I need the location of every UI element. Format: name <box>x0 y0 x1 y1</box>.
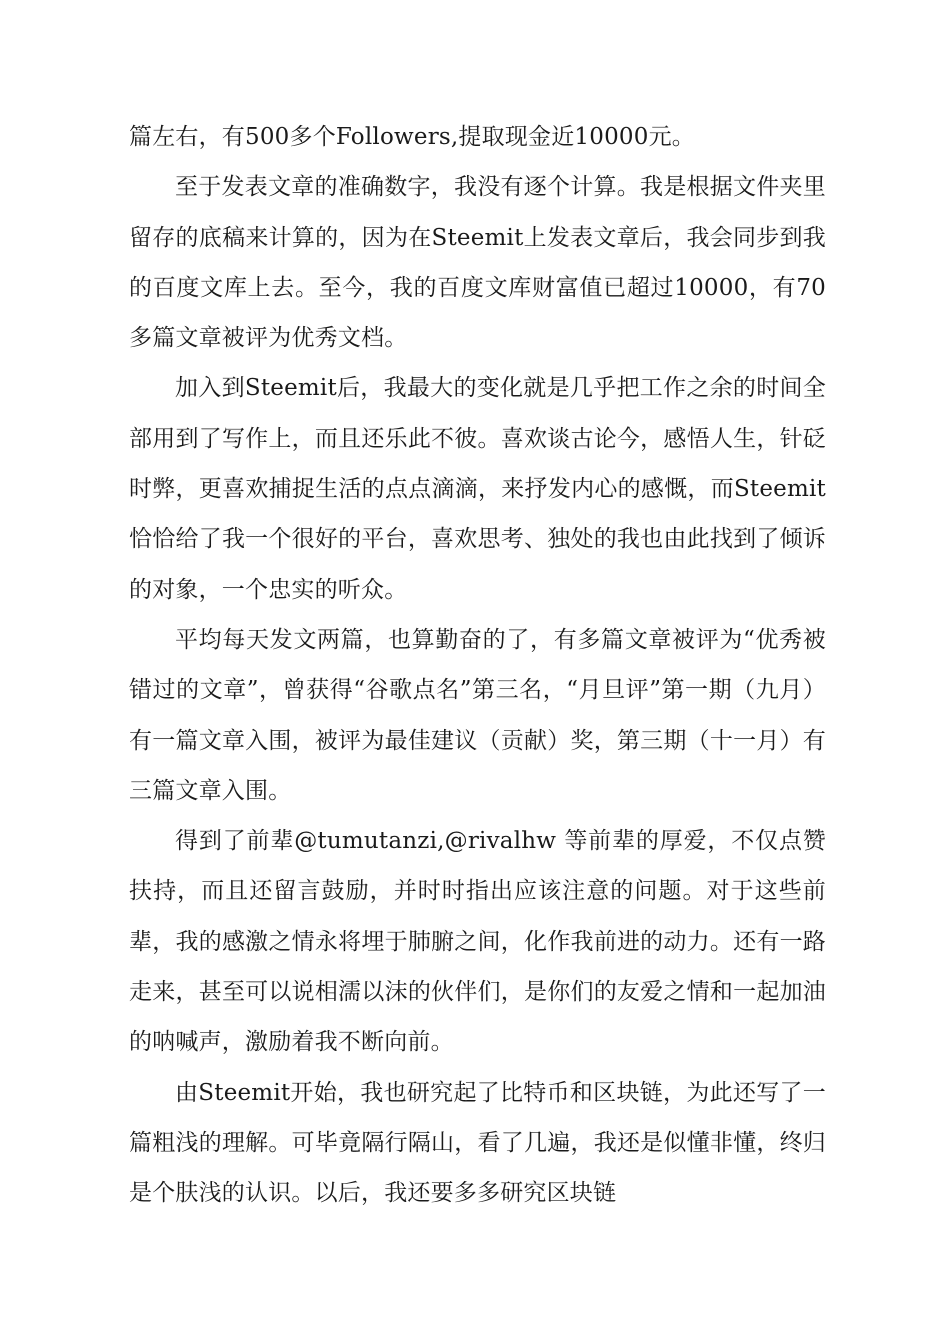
paragraph-gratitude: 得到了前辈@tumutanzi,@rivalhw 等前辈的厚爱，不仅点赞扶持，而且还留言鼓励，并时时指出应该注意的问题。对于这些前辈，我的感激之情永将埋于肺腑之间，化作我前进的动力。还有一路走来，甚至可以说相濡以沫的伙伴们，是你们的友爱之情和一起加油的呐喊声，激励着我不断向前。 <box>129 828 826 1056</box>
paragraph-continued: 篇左右，有500多个Followers,提取现金近10000元。 <box>129 124 695 150</box>
document-body <box>129 112 826 1219</box>
paragraph-article-count: 至于发表文章的准确数字，我没有逐个计算。我是根据文件夹里留存的底稿来计算的，因为在Steemit上发表文章后，我会同步到我的百度文库上去。至今，我的百度文库财富值已超过10000，有70多篇文章被评为优秀文档。 <box>129 174 826 352</box>
paragraph-achievements: 平均每天发文两篇，也算勤奋的了，有多篇文章被评为“优秀被错过的文章”，曾获得“谷歌点名”第三名，“月旦评”第一期（九月）有一篇文章入围，被评为最佳建议（贡献）奖，第三期（十一月）有三篇文章入围。 <box>129 626 826 804</box>
paragraph-blockchain: 由Steemit开始，我也研究起了比特币和区块链，为此还写了一篇粗浅的理解。可毕竟隔行隔山，看了几遍，我还是似懂非懂，终归是个肤浅的认识。以后，我还要多多研究区块链 <box>129 1079 826 1207</box>
paragraph-changes: 加入到Steemit后，我最大的变化就是几乎把工作之余的时间全部用到了写作上，而且还乐此不彼。喜欢谈古论今，感悟人生，针砭时弊，更喜欢捕捉生活的点点滴滴，来抒发内心的感慨，而Steemit恰恰给了我一个很好的平台，喜欢思考、独处的我也由此找到了倾诉的对象，一个忠实的听众。 <box>129 375 826 603</box>
